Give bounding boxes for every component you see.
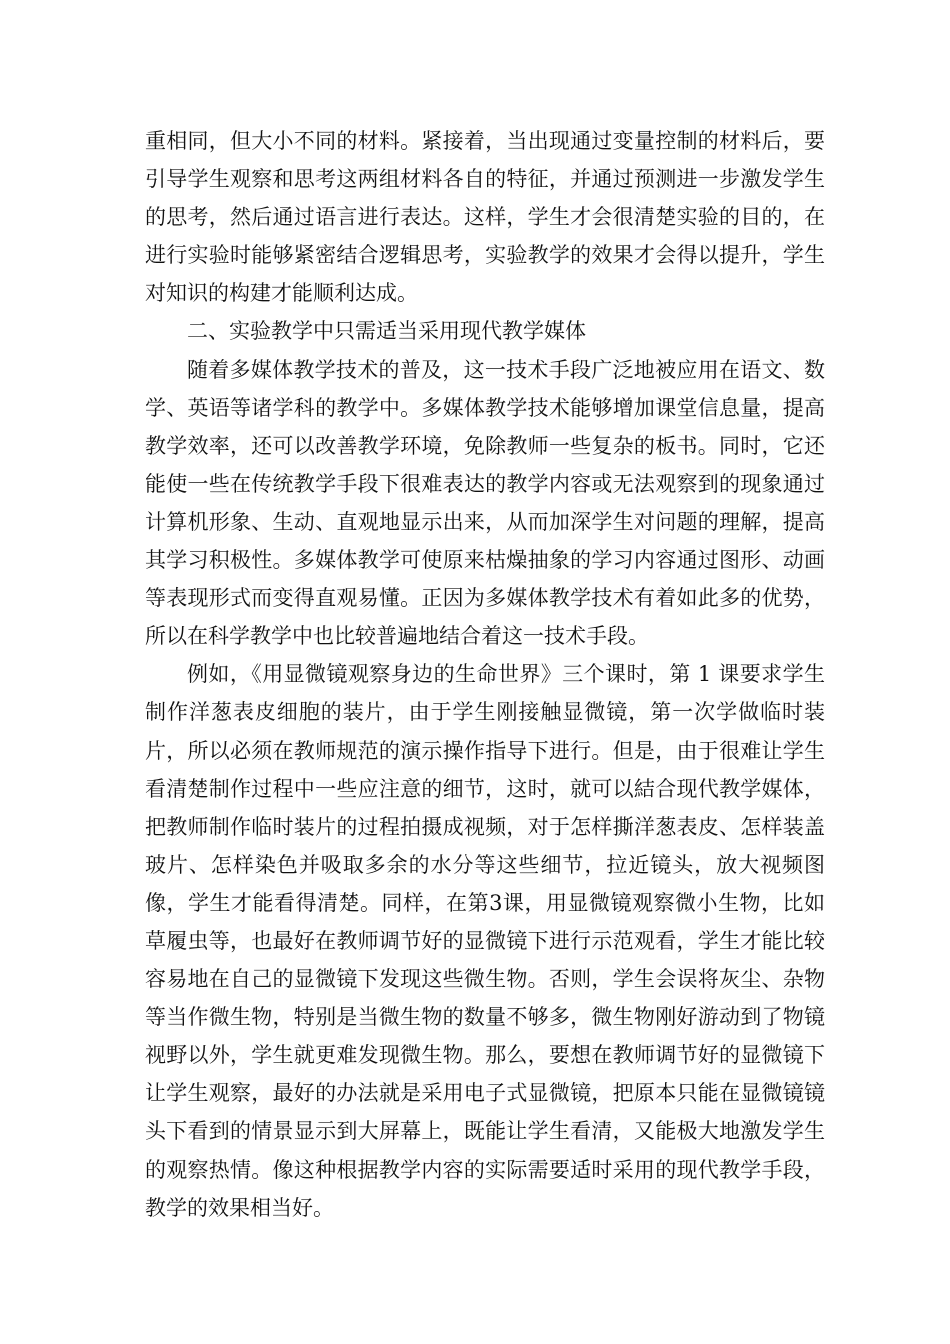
paragraph-example: 例如，《用显微镜观察身边的生命世界》三个课时，第 1 课要求学生制作洋葱表皮细胞的装片，由于学生刚接触显微镜，第一次学做临时装片，所以必须在教师规范的演示操作指导下进行。但是，由于很难让学生看清楚制作过程中一些应注意的细节，这时，就可以結合现代教学媒体，把教师制作临时装片的过程拍摄成视频，对于怎样撕洋葱表皮、怎样装盖玻片、怎样染色并吸取多余的水分等这些细节，拉近镜头，放大视频图像，学生才能看得清楚。同样，在第3课，用显微镜观察微小生物，比如草履虫等，也最好在教师调节好的显微镜下进行示范观看，学生才能比较容易地在自己的显微镜下发现这些微生物。否则，学生会误将灰尘、杂物等当作微生物，特别是当微生物的数量不够多，微生物刚好游动到了物镜视野以外，学生就更难发现微生物。那么，要想在教师调节好的显微镜下让学生观察，最好的办法就是采用电子式显微镜，把原本只能在显微镜镜头下看到的情景显示到大屏幕上，既能让学生看清，又能极大地激发学生的观察热情。像这种根据教学内容的实际需要适时采用的现代教学手段，教学的效果相当好。 [145,662,825,1220]
paragraph-multimedia: 随着多媒体教学技术的普及，这一技术手段广泛地被应用在语文、数学、英语等诸学科的教学中。多媒体教学技术能够增加课堂信息量，提高教学效率，还可以改善教学环境，免除教师一些复杂的板书。同时，它还能使一些在传统教学手段下很难表达的教学内容或无法观察到的现象通过计算机形象、生动、直观地显示出来，从而加深学生对问题的理解，提高其学习积极性。多媒体教学可使原来枯燥抽象的学习内容通过图形、动画等表现形式而变得直观易懂。正因为多媒体教学技术有着如此多的优势，所以在科学教学中也比较普遍地结合着这一技术手段。 [145,357,825,649]
paragraph-continuation: 重相同，但大小不同的材料。紧接着，当出现通过变量控制的材料后，要引导学生观察和思考这两组材料各自的特征，并通过预测进一步激发学生的思考，然后通过语言进行表达。这样，学生才会很清楚实验的目的，在进行实验时能够紧密结合逻辑思考，实验教学的效果才会得以提升，学生对知识的构建才能顺利达成。 [145,129,825,306]
document-page [145,122,825,1227]
section-heading: 二、实验教学中只需适当采用现代教学媒体 [187,319,586,344]
